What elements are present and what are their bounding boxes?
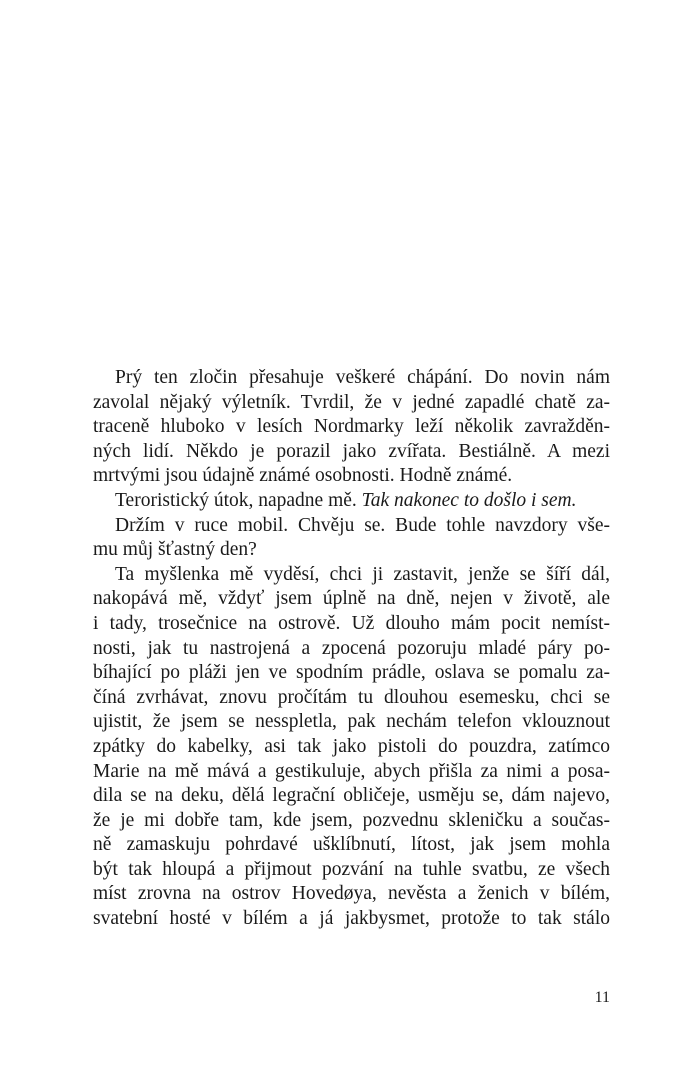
text-line: zpátky do kabelky, asi tak jako pistoli do pouzdra, zatímco [93, 735, 610, 757]
text-line: dila se na deku, dělá legrační obličeje, usměju se, dám najevo, [93, 785, 610, 807]
text-line: zavolal nějaký výletník. Tvrdil, že v jedné zapadlé chatě za- [93, 391, 610, 413]
text-line: Ta myšlenka mě vyděsí, chci ji zastavit, jenže se šíří dál, [115, 563, 610, 585]
text-line: že je mi dobře tam, kde jsem, pozvednu skleničku a součas- [93, 809, 610, 831]
italic-text-run: Tak nakonec to došlo i sem. [361, 489, 577, 511]
text-line: Držím v ruce mobil. Chvěju se. Bude tohle navzdory vše- [115, 514, 610, 536]
text-line [93, 489, 610, 514]
text-line: míst zrovna na ostrov Hovedøya, nevěsta a ženich v bílém, [93, 883, 610, 905]
text-line: Prý ten zločin přesahuje veškeré chápání. Do novin nám [115, 367, 610, 388]
text-line: Marie na mě mává a gestikuluje, abych přišla za nimi a posa- [93, 760, 610, 782]
text-line: mrtvými jsou údajně známé osobnosti. Hodně známé. [93, 465, 513, 487]
text-line: číná zvrhávat, znovu pročítám tu dlouhou esemesku, chci se [93, 686, 610, 708]
text-line: ujistit, že jsem se nesspletla, pak nechám telefon vklouznout [93, 711, 610, 733]
body-text [93, 366, 610, 932]
page-number: 11 [594, 989, 610, 1006]
text-line: svatební hosté v bílém a já jakbysmet, protože to tak stálo [93, 908, 610, 930]
text-line: traceně hluboko v lesích Nordmarky leží několik zavražděn- [93, 416, 610, 438]
text-run: Teroristický útok, napadne mě. [115, 489, 362, 511]
text-line: nosti, jak tu nastrojená a zpocená pozoruju mladé páry po- [93, 637, 610, 659]
text-line: i tady, trosečnice na ostrově. Už dlouho mám pocit nemíst- [93, 612, 610, 634]
text-line: mu můj šťastný den? [93, 539, 257, 561]
text-line: být tak hloupá a přijmout pozvání na tuhle svatbu, ze všech [93, 858, 610, 880]
text-line: ných lidí. Někdo je porazil jako zvířata. Bestiálně. A mezi [93, 440, 610, 462]
text-line: ně zamaskuju pohrdavé ušklíbnutí, lítost, jak jsem mohla [93, 834, 610, 856]
text-line: bíhající po pláži jen ve spodním prádle, oslava se pomalu za- [93, 662, 610, 684]
text-line: nakopává mě, vždyť jsem úplně na dně, nejen v životě, ale [93, 588, 610, 610]
